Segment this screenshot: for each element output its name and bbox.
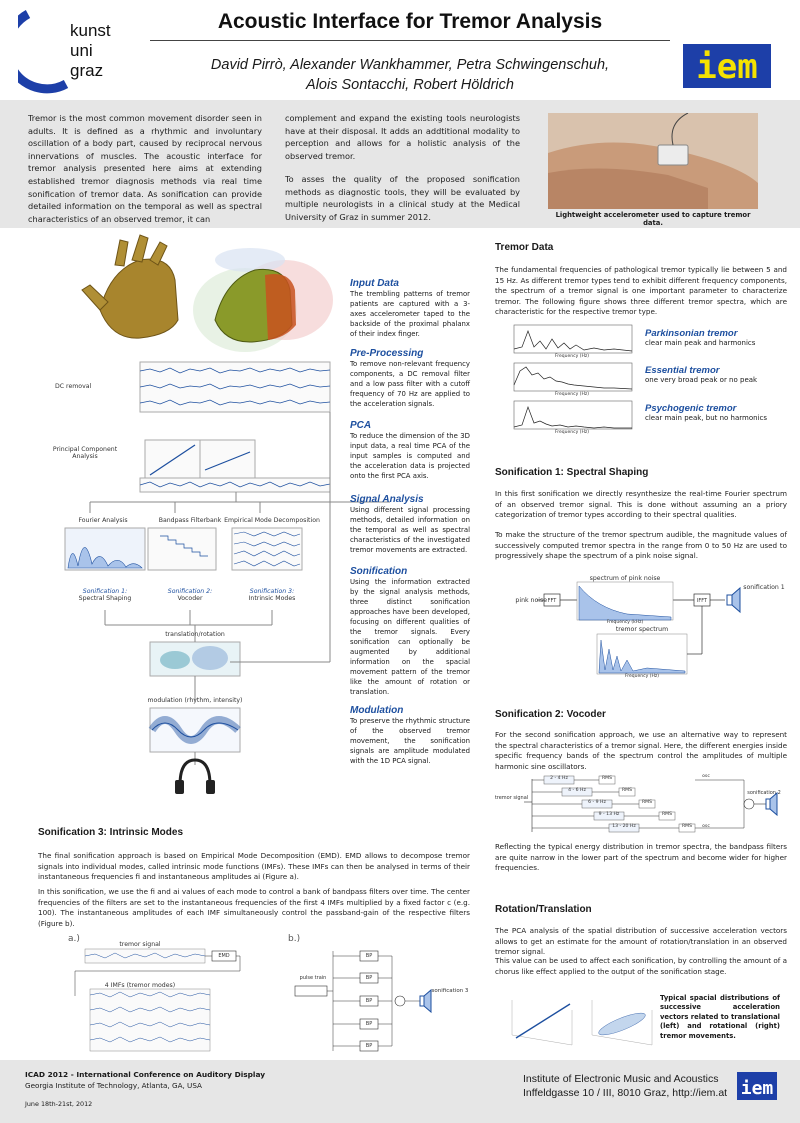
sonification-2-panel: [482, 694, 800, 888]
title-divider: [150, 40, 670, 41]
photo-caption: Lightweight accelerometer used to capture tremor data.: [555, 211, 751, 227]
institute-name: Institute of Electronic Music and Acoustics: [523, 1073, 719, 1085]
tremor-spectrum-label: tremor spectrum: [615, 626, 669, 633]
section-title: Signal Analysis: [350, 494, 424, 505]
tremor-type-name: Essential tremor: [645, 365, 720, 376]
sonification-3-text-2: In this sonification, we use the fi and ai values of each mode to control a bank of bandpass filters over time. The center frequencies of the filters are set to the instantaneous frequencies of the first 4 IMFs multiplied by a fixed factor c (e.g. 100). The instantaneous amplitudes of each IMF simultaneously control the passband-gain of the respective filters (Figure b).: [38, 887, 470, 928]
band-label-5: 13 - 20 Hz: [612, 824, 636, 829]
sonification-1-tag: [60, 588, 150, 602]
spectrum-xlabel-3: Frequency (Hz): [555, 430, 589, 435]
pca-label: Principal Component Analysis: [52, 446, 118, 460]
spectrum-essential: [514, 363, 632, 391]
kug-logo-word-3: graz: [70, 61, 104, 80]
rotation-text-2: This value can be used to affect each sonification, by controlling the amount of a chorus like effect applied to the output of the sonification stage.: [495, 956, 787, 976]
tremor-type-desc: clear main peak and harmonics: [645, 339, 756, 347]
tremor-spectra-plots: [504, 323, 634, 438]
band-label-2: 4 - 6 Hz: [568, 788, 586, 793]
rotation-panel: [482, 890, 800, 1058]
rotation-caption: Typical spacial distributions of successive acceleration vectors related to translational (left) and rotational (right) tremor movements.: [660, 994, 780, 1040]
section-title: Modulation: [350, 705, 404, 716]
pink-xlabel: Frequency (kHz): [606, 620, 644, 625]
band-label-3: 6 - 9 Hz: [588, 800, 606, 805]
sonification-3-panel: [0, 817, 482, 1058]
section-signal-analysis: [350, 494, 470, 555]
figure-b-label: b.): [288, 934, 301, 944]
sonification-3-out-label: sonification 3: [431, 988, 469, 994]
bp-label-2: BP: [365, 975, 373, 981]
tremor-signal-label: tremor signal: [119, 941, 161, 948]
bp-label-3: BP: [365, 998, 373, 1004]
sonification-3-tag-title: Sonification 3:: [249, 588, 295, 595]
tremor-type-essential: [645, 365, 795, 384]
sonification-2-text-1: For the second sonification approach, we use an alternative way to represent the spectral characteristics of a tremor signal. Here, the different energies inside specific frequency bands of the spectrum control the amplitudes of multiple harmonic sine oscillators.: [495, 730, 787, 771]
sonification-3-text-1: The final sonification approach is based on Empirical Mode Decomposition (EMD). EMD allows to decompose tremor signals into individual modes, called intrinsic mode functions (IMFs). These IMFs can then be analysed in terms of their instantaneous frequencies fi and instantaneous amplitudes ai (Figure a).: [38, 851, 470, 881]
modulation-label: modulation (rhythm, intensity): [147, 697, 243, 704]
pca-scatter-plots: [145, 440, 255, 480]
authors-line-1: David Pirrò, Alexander Wankhammer, Petra Schwingenschuh,: [210, 57, 610, 73]
sonification-1-tag-title: Sonification 1:: [82, 588, 128, 595]
spectrum-psychogenic: [514, 401, 632, 429]
ifft-label: IFFT: [696, 598, 708, 604]
translation-label: translation/rotation: [165, 631, 225, 638]
rotation-title: Rotation/Translation: [495, 904, 592, 915]
sonification-2-tag: [145, 588, 235, 602]
band-label-4: 9 - 13 Hz: [598, 812, 620, 817]
fourier-label: Fourier Analysis: [78, 517, 128, 524]
rms-label-4: RMS: [661, 812, 673, 817]
section-title: Input Data: [350, 278, 399, 289]
hand-illustration-2: [193, 248, 333, 352]
iem-logo-small: [737, 1072, 777, 1100]
translation-rotation-thumbnail: [150, 642, 240, 676]
bp-label-4: BP: [365, 1021, 373, 1027]
tremor-type-desc: clear main peak, but no harmonics: [645, 414, 768, 422]
rotation-scatter: [592, 1000, 652, 1045]
sonification-1-text-2: To make the structure of the tremor spectrum audible, the magnitude values of successively computed tremor spectra in the range from 0 to 50 Hz are used to progressively shape the spectrum of a pink noise signal.: [495, 530, 787, 560]
fourier-thumbnail: [65, 528, 145, 570]
section-text: To preserve the rhythmic structure of the observed tremor movement, the sonification signals are amplitude modulated with the 1D PCA signal.: [350, 717, 470, 765]
kug-logo: [18, 6, 128, 96]
rotation-scatter-plots: [502, 990, 662, 1050]
poster-header: [0, 0, 800, 100]
sonification-1-text-1: In this first sonification we directly resynthesize the real-time Fourier spectrum of an observed tremor signal. This is done without assuming an a priory categorization of tremor types according to their spectral qualities.: [495, 489, 787, 519]
dc-removal-label: DC removal: [55, 383, 92, 390]
bp-label-5: BP: [365, 1043, 373, 1049]
sonification-2-out-label: sonification 2: [747, 790, 781, 796]
section-title: PCA: [350, 420, 372, 431]
sonification-1-panel: [482, 454, 800, 692]
emd-figure-a: [75, 949, 240, 1051]
section-pre-processing: [350, 348, 470, 409]
authors-line-2: Alois Sontacchi, Robert Höldrich: [306, 77, 514, 93]
sonification-3-tag: [227, 588, 317, 602]
spectrum-parkinsonian: [514, 325, 632, 353]
emd-label: Empirical Mode Decomposition: [224, 517, 320, 524]
iem-logo: [683, 44, 771, 88]
sonification-2-title: Sonification 2: Vocoder: [495, 709, 606, 720]
intro-column-1: Tremor is the most common movement disorder seen in adults. It is defined as a rhythmic and involuntary oscillation of a body part, caused by reciprocal nervous innervations of muscles. The acoustic interface for tremor analysis presented here aims at extending established tremor diagnosis methods via real time sonification of tremor data. As sonification can provide detailed information on the temporal as well as spectral characteristics of an observed tremor, it can: [28, 113, 262, 224]
tremor-data-text: The fundamental frequencies of pathological tremor typically lie between 5 and 15 Hz. As different tremor types tend to exhibit different frequency components, the spectrum of a tremor signal is one important parameter to characterize tremor. The following figure shows three different tremor spectra, which are characteristic for the respective tremor type.: [495, 265, 787, 316]
intro-column-2a: complement and expand the existing tools neurologists have at their disposal. It adds an addtitional modality to perception and allows for a holistic analysis of the observed tremor.: [285, 113, 520, 161]
tremor-type-psychogenic: [645, 403, 795, 422]
sonification-3-tag-sub: Intrinsic Modes: [248, 595, 296, 602]
rms-label-5: RMS: [681, 824, 693, 829]
spectrum-xlabel-2: Frequency (Hz): [555, 392, 589, 397]
tremor-spectrum-thumbnail: [597, 634, 687, 674]
pink-noise-label: pink noise: [515, 597, 547, 604]
conference-date: June 18th-21st, 2012: [25, 1100, 93, 1108]
section-text: Using the information extracted by the signal analysis methods, three distinct sonification approaches have been developed, focusing on different qualities of the tremor signals. Every sonification can optionally be augmented by additional information on the spacial movement pattern of the tremor like the amount of rotation or translation.: [350, 578, 470, 696]
tremor-type-name: Parkinsonian tremor: [645, 328, 738, 339]
osc-label-5: osc: [702, 824, 710, 829]
section-sonification: [350, 566, 470, 697]
accelerometer-photo: [548, 113, 758, 209]
spectrum-xlabel-1: Frequency (Hz): [555, 354, 589, 359]
pipeline-descriptions: [350, 278, 470, 766]
rotation-text-1: The PCA analysis of the spatial distribution of successive acceleration vectors allows to get an estimate for the amount of rotation/translation in an observed tremor signal.: [495, 926, 787, 956]
sonification-1-out-label: sonification 1: [743, 584, 785, 591]
bp-label-1: BP: [365, 953, 373, 959]
pulse-train-label: pulse train: [299, 975, 327, 981]
tremor-type-parkinsonian: [645, 328, 795, 347]
pca-1-signal: [140, 478, 330, 492]
fft-label: FFT: [547, 598, 557, 604]
sonification-2-tag-sub: Vocoder: [177, 595, 203, 602]
poster-title: Acoustic Interface for Tremor Analysis: [217, 10, 603, 33]
conference-name: ICAD 2012 - International Conference on Auditory Display: [25, 1070, 266, 1079]
translation-scatter: [512, 1000, 572, 1045]
rms-label-1: RMS: [601, 776, 613, 781]
sonification-2-text-2: Reflecting the typical energy distribution in tremor spectra, the bandpass filters are quite narrow in the lower part of the spectrum and become wider for higher frequencies.: [495, 842, 787, 872]
imfs-label: 4 IMFs (tremor modes): [104, 982, 176, 989]
bandpass-label: Bandpass Filterbank: [158, 517, 222, 524]
band-label-1: 2 - 4 Hz: [550, 776, 568, 781]
vocoder-input-label: tremor signal: [494, 795, 529, 801]
section-text: To remove non-relevant frequency components, a DC removal filter and a low pass filter with a cutoff frequency of 70 Hz are applied to the acceleration signals.: [350, 360, 470, 408]
section-title: Sonification: [350, 566, 408, 577]
institute-address: Inffeldgasse 10 / III, 8010 Graz, http://iem.at: [523, 1087, 728, 1099]
section-modulation: [350, 705, 470, 766]
iem-logo-text: iem: [696, 47, 758, 87]
section-text: Using different signal processing methods, detailed information on the temporal as well as spectral characteristics of the investigated tremor movements are extracted.: [350, 506, 470, 554]
speaker-icon: [727, 588, 740, 612]
section-pca: [350, 420, 470, 481]
figure-a-label: a.): [68, 934, 80, 944]
hand-illustration-1: [82, 235, 178, 338]
tremor-type-name: Psychogenic tremor: [645, 403, 737, 414]
iem-logo-small-text: iem: [740, 1078, 774, 1099]
pink-noise-spectrum-label: spectrum of pink noise: [589, 575, 661, 582]
tremor-data-title: Tremor Data: [495, 242, 554, 253]
sonification-3-title: Sonification 3: Intrinsic Modes: [38, 827, 184, 838]
emd-box-label: EMD: [218, 953, 230, 959]
sonification-2-tag-title: Sonification 2:: [167, 588, 213, 595]
kug-logo-word-1: kunst: [70, 21, 111, 40]
section-title: Pre-Processing: [350, 348, 424, 359]
osc-label-1: osc: [702, 774, 710, 779]
section-text: To reduce the dimension of the 3D input data, a real time PCA of the input samples is computed and the acceleration data is projected onto the first PCA axis.: [350, 432, 470, 480]
poster-footer: [0, 1060, 800, 1123]
sonification-1-title: Sonification 1: Spectral Shaping: [495, 467, 649, 478]
rms-label-2: RMS: [621, 788, 633, 793]
pink-noise-spectrum: [577, 582, 673, 620]
intro-column-2b: To asses the quality of the proposed sonification methods as diagnostic tools, they will be evaluated by multiple neurologists in a clinical study at the Medical University of Graz in summer 2012.: [285, 174, 520, 222]
tremor-type-desc: one very broad peak or no peak: [645, 376, 758, 384]
tremor-xlabel: Frequency (Hz): [625, 674, 659, 679]
section-input-data: [350, 278, 470, 339]
conference-place: Georgia Institute of Technology, Atlanta, GA, USA: [25, 1081, 202, 1090]
author-list: [150, 55, 670, 95]
section-text: The trembling patterns of tremor patients are captured with a 3-axes accelerometer taped to the backside of the proximal phalanx of their index finger.: [350, 290, 470, 338]
headphones-icon: [175, 760, 215, 794]
sonification-1-tag-sub: Spectral Shaping: [78, 595, 132, 602]
speaker-icon-2: [766, 793, 777, 815]
modulation-waveform: [150, 708, 240, 752]
tremor-data-panel: [482, 230, 800, 452]
rms-label-3: RMS: [641, 800, 653, 805]
kug-logo-word-2: uni: [70, 41, 93, 60]
emd-thumbnail: [232, 528, 302, 570]
dc-removal-signals: [140, 362, 330, 412]
vocoder-diagram: [494, 774, 794, 844]
pipeline-panel: [0, 230, 482, 815]
bandpass-thumbnail: [148, 528, 216, 570]
